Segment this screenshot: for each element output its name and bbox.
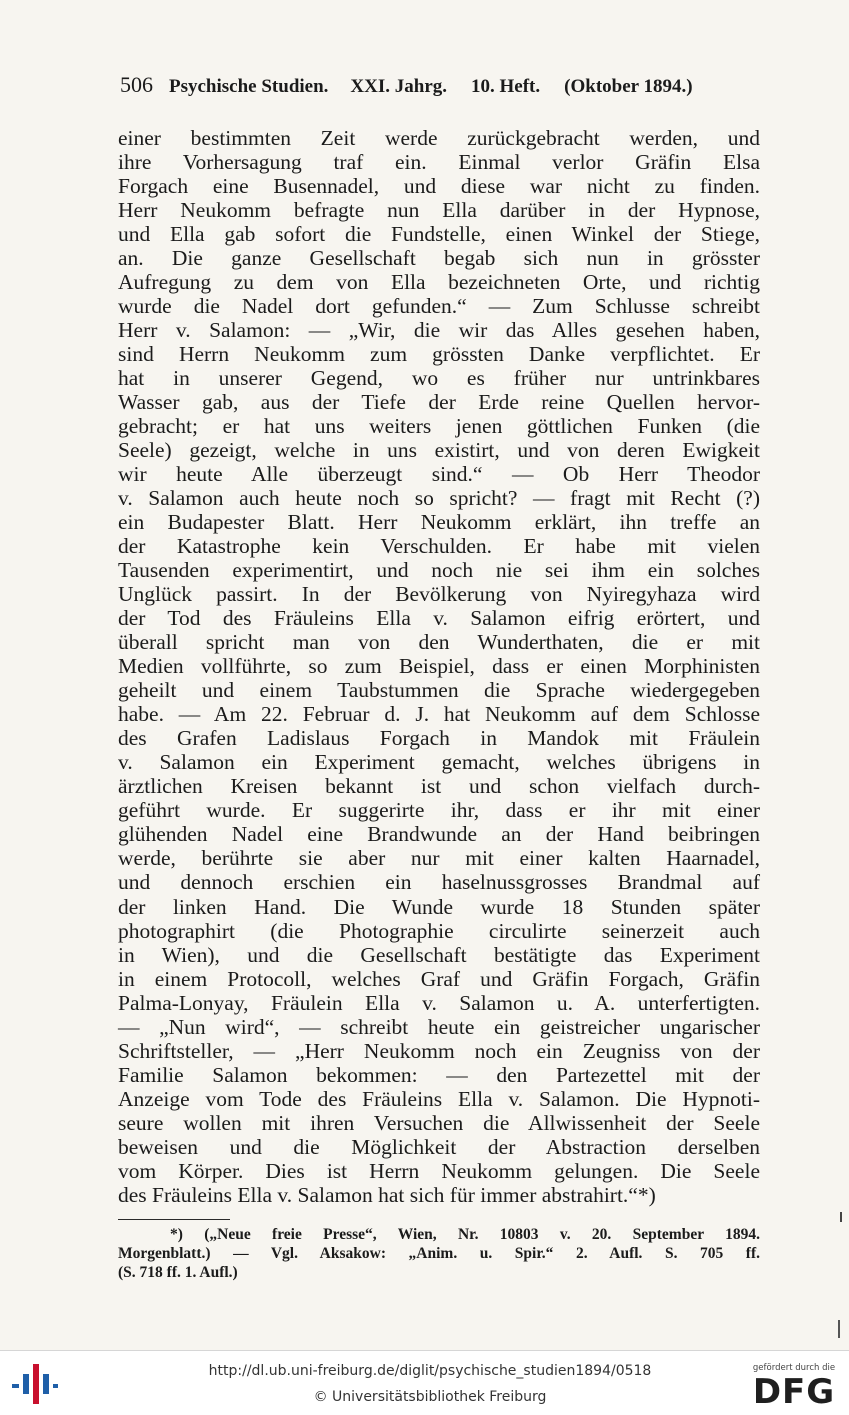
text-line: Familie Salamon bekommen: — den Partezettel mit der [118, 1062, 760, 1087]
permalink-url[interactable]: http://dl.ub.uni-freiburg.de/diglit/psychische_studien1894/0518 [208, 1363, 652, 1379]
dfg-logo: DFG [752, 1372, 836, 1412]
text-line: der Tod des Fräuleins Ella v. Salamon eifrig erörtert, und [118, 606, 760, 631]
text-line: ein Budapester Blatt. Herr Neukomm erklärt, ihn treffe an [118, 510, 760, 535]
text-line: v. Salamon auch heute noch so spricht? — fragt mit Recht (?) [118, 486, 760, 511]
page-number: 506 [120, 72, 153, 97]
text-line: hat in unserer Gegend, wo es früher nur untrinkbares [118, 366, 760, 391]
footnote-line: *) („Neue freie Presse“, Wien, Nr. 10803 v. 20. September 1894. [170, 1226, 760, 1243]
footnote-line: Morgenblatt.) — Vgl. Aksakow: „Anim. u. Spir.“ 2. Aufl. S. 705 ff. [118, 1245, 760, 1262]
text-line: geführt wurde. Er suggerirte ihr, dass er ihr mit einer [118, 798, 760, 823]
text-line: glühenden Nadel eine Brandwunde an der Hand beibringen [118, 822, 760, 847]
footnote [118, 1225, 760, 1282]
text-line: seure wollen mit ihren Versuchen die Allwissenheit der Seele [118, 1110, 760, 1135]
text-line: des Grafen Ladislaus Forgach in Mandok mit Fräulein [118, 726, 760, 751]
footnote-rule [118, 1219, 230, 1220]
viewer-footer [0, 1350, 849, 1415]
text-line: ärztlichen Kreisen bekannt ist und schon vielfach durch- [118, 774, 760, 799]
text-line: wurde die Nadel dort gefunden.“ — Zum Schlusse schreibt [118, 294, 760, 319]
text-line: sind Herrn Neukomm zum grössten Danke verpflichtet. Er [118, 342, 760, 367]
text-line: beweisen und die Möglichkeit der Abstraction derselben [118, 1134, 760, 1159]
text-line: an. Die ganze Gesellschaft begab sich nun in grösster [118, 246, 760, 271]
text-line: der Katastrophe kein Verschulden. Er habe mit vielen [118, 534, 760, 559]
volume-year: XXI. Jahrg. [350, 76, 448, 97]
text-line: vom Körper. Dies ist Herrn Neukomm gelungen. Die Seele [118, 1158, 760, 1183]
text-line: Seele) gezeigt, welche in uns existirt, und von deren Ewigkeit [118, 438, 760, 463]
text-line: werde, berührte sie aber nur mit einer kalten Haarnadel, [118, 846, 760, 871]
text-line: und dennoch erschien ein haselnussgrosses Brandmal auf [118, 870, 760, 895]
text-line: v. Salamon ein Experiment gemacht, welches übrigens in [118, 750, 760, 775]
text-line: Wasser gab, aus der Tiefe der Erde reine Quellen hervor- [118, 390, 760, 415]
text-line: Aufregung zu dem von Ella bezeichneten Orte, und richtig [118, 270, 760, 295]
text-line: Forgach eine Busennadel, und diese war nicht zu finden. [118, 174, 760, 199]
text-line: des Fräuleins Ella v. Salamon hat sich für immer abstrahirt.“*) [118, 1182, 656, 1207]
text-line: habe. — Am 22. Februar d. J. hat Neukomm auf dem Schlosse [118, 702, 760, 727]
text-line: der linken Hand. Die Wunde wurde 18 Stunden später [118, 894, 760, 919]
journal-title: Psychische Studien. [169, 76, 329, 97]
text-line: in Wien), und die Gesellschaft bestätigte das Experiment [118, 942, 760, 967]
text-line: und Ella gab sofort die Fundstelle, einen Winkel der Stiege, [118, 222, 760, 247]
scan-artifact [840, 1212, 842, 1222]
text-line: — „Nun wird“, — schreibt heute ein geistreicher ungarischer [118, 1014, 760, 1039]
body-text [118, 126, 760, 1207]
text-line: photographirt (die Photographie circulirte seinerzeit auch [118, 918, 760, 943]
text-line: gebracht; er hat uns weiters jenen göttlichen Funken (die [118, 414, 760, 439]
issue-date: (Oktober 1894.) [564, 76, 693, 97]
text-line: in einem Protocoll, welches Graf und Gräfin Forgach, Gräfin [118, 966, 760, 991]
text-line: Schriftsteller, — „Herr Neukomm noch ein Zeugniss von der [118, 1038, 760, 1063]
footnote-line: (S. 718 ff. 1. Aufl.) [118, 1264, 238, 1281]
text-line: geheilt und einem Taubstummen die Sprache wiedergegeben [118, 678, 760, 703]
running-header [120, 72, 760, 104]
scan-artifact [838, 1320, 840, 1338]
text-line: Herr v. Salamon: — „Wir, die wir das Alles gesehen haben, [118, 318, 760, 343]
text-line: überall spricht man von den Wunderthaten, die er mit [118, 630, 760, 655]
ub-freiburg-logo-icon [12, 1364, 58, 1404]
copyright-notice: © Universitätsbibliothek Freiburg [313, 1389, 547, 1405]
issue-number: 10. Heft. [471, 76, 541, 97]
text-line: Herr Neukomm befragte nun Ella darüber in der Hypnose, [118, 198, 760, 223]
text-line: Medien vollführte, so zum Beispiel, dass er einen Morphinisten [118, 654, 760, 679]
text-line: ihre Vorhersagung traf ein. Einmal verlor Gräfin Elsa [118, 150, 760, 175]
text-line: wir heute Alle überzeugt sind.“ — Ob Herr Theodor [118, 462, 760, 487]
text-line: Tausenden experimentirt, und noch nie sei ihm ein solches [118, 558, 760, 583]
text-line: Unglück passirt. In der Bevölkerung von Nyiregyhaza wird [118, 582, 760, 607]
text-line: Palma-Lonyay, Fräulein Ella v. Salamon u. A. unterfertigten. [118, 990, 760, 1015]
funding-note: gefördert durch die [752, 1363, 836, 1373]
text-line: Anzeige vom Tode des Fräuleins Ella v. Salamon. Die Hypnoti- [118, 1086, 760, 1111]
text-line: einer bestimmten Zeit werde zurückgebracht werden, und [118, 126, 760, 150]
